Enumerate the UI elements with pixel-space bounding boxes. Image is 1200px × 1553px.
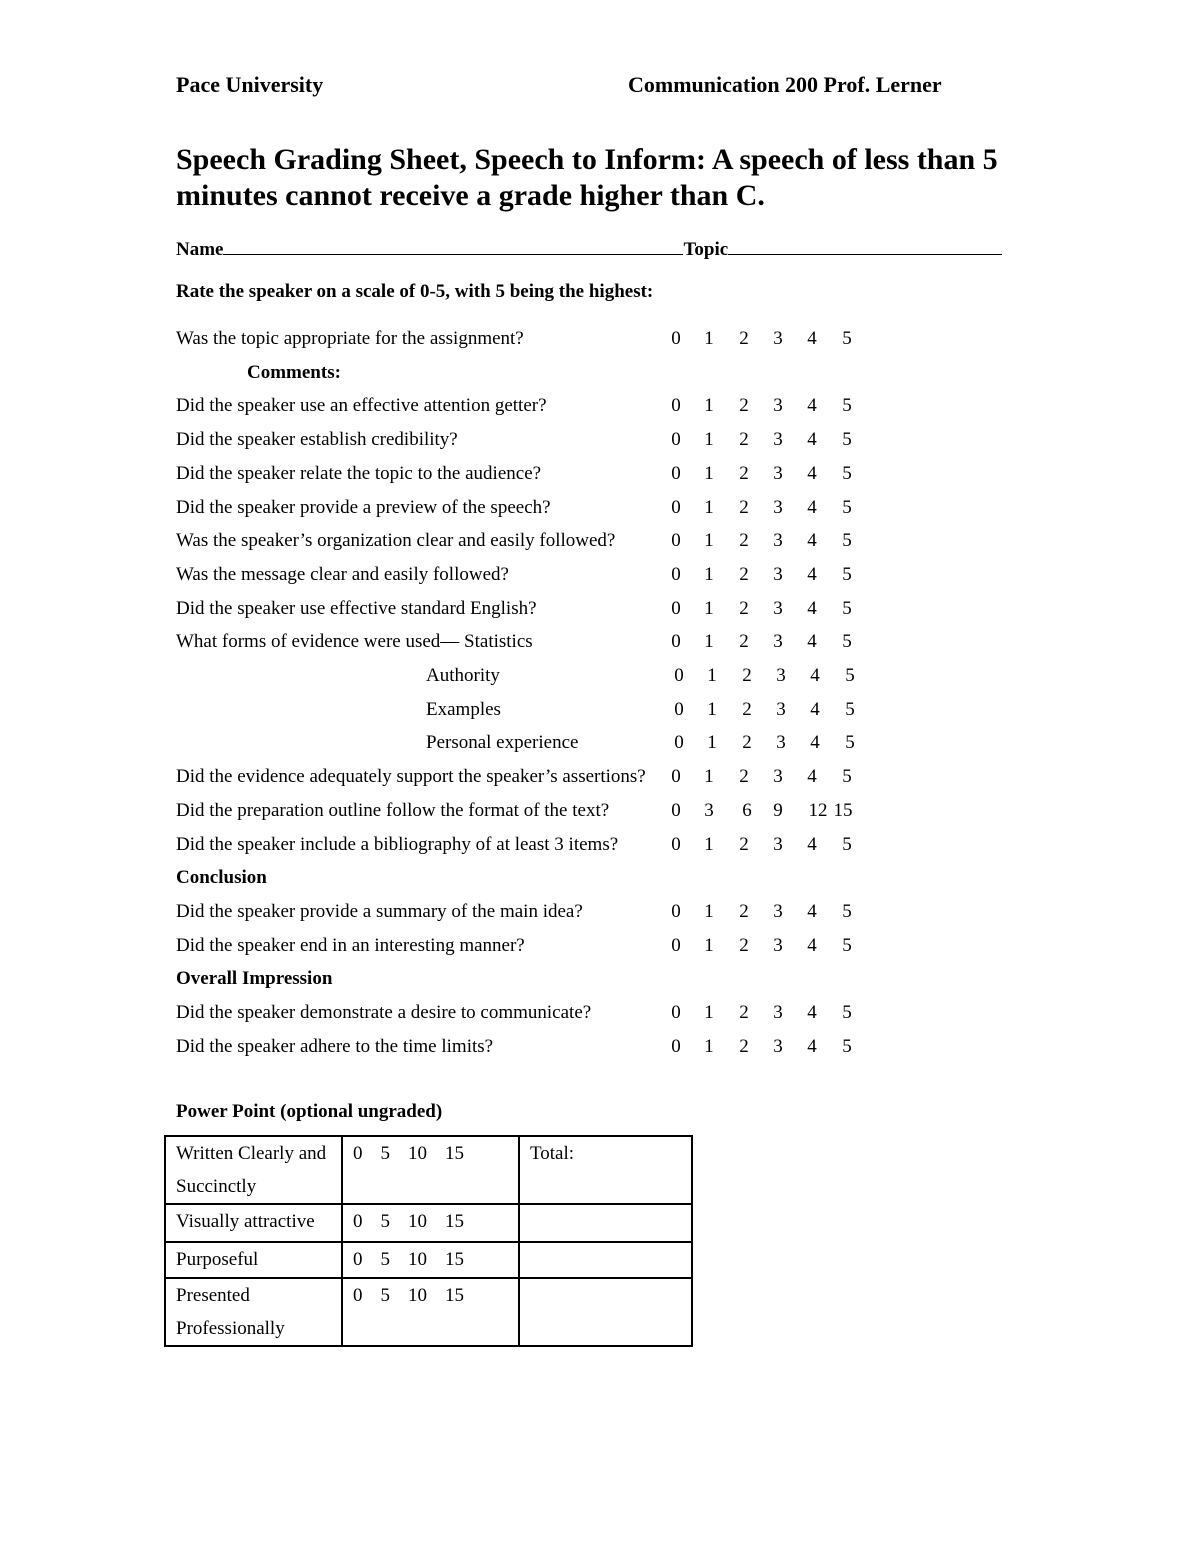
score-option[interactable]: 1	[707, 665, 717, 686]
rating-question: Did the evidence adequately support the speaker’s assertions?	[176, 766, 646, 787]
score-option[interactable]: 0	[671, 935, 681, 956]
score-option[interactable]: 2	[739, 631, 749, 652]
score-option[interactable]: 3	[773, 395, 783, 416]
score-option[interactable]: 3	[773, 901, 783, 922]
rating-row	[0, 598, 1200, 632]
score-option[interactable]: 5	[842, 1036, 852, 1057]
score-option[interactable]: 1	[704, 1002, 714, 1023]
score-option[interactable]: 2	[739, 598, 749, 619]
score-option[interactable]: 2	[739, 497, 749, 518]
score-option[interactable]: 1	[707, 699, 717, 720]
score-option[interactable]: 5	[842, 463, 852, 484]
score-option[interactable]: 1	[704, 1036, 714, 1057]
score-option[interactable]: 4	[807, 834, 817, 855]
score-option[interactable]: 5	[842, 395, 852, 416]
powerpoint-score-option[interactable]: 10	[408, 1249, 427, 1270]
section-heading	[0, 968, 1200, 1002]
score-option[interactable]: 5	[842, 564, 852, 585]
rating-row	[0, 1036, 1200, 1070]
score-option[interactable]: 1	[704, 429, 714, 450]
powerpoint-criterion: Purposeful	[165, 1242, 342, 1278]
score-option[interactable]: 0	[674, 665, 684, 686]
score-option[interactable]: 5	[845, 699, 855, 720]
score-option[interactable]: 0	[671, 463, 681, 484]
score-option[interactable]: 4	[810, 699, 820, 720]
score-option[interactable]: 3	[776, 732, 786, 753]
score-option[interactable]: 4	[807, 395, 817, 416]
score-option[interactable]: 1	[704, 834, 714, 855]
rating-row	[0, 530, 1200, 564]
score-option[interactable]: 0	[674, 732, 684, 753]
score-option[interactable]: 5	[842, 935, 852, 956]
score-option[interactable]: 3	[773, 463, 783, 484]
rating-row	[0, 395, 1200, 429]
score-option[interactable]: 2	[739, 328, 749, 349]
score-option[interactable]: 3	[773, 935, 783, 956]
score-option[interactable]: 0	[671, 631, 681, 652]
section-heading	[0, 867, 1200, 901]
powerpoint-title: Power Point (optional ungraded)	[176, 1101, 443, 1122]
score-option[interactable]: 0	[671, 800, 681, 821]
rating-question: Personal experience	[426, 732, 579, 753]
score-option[interactable]: 3	[773, 328, 783, 349]
score-option[interactable]: 0	[671, 598, 681, 619]
rating-row	[0, 935, 1200, 969]
powerpoint-score-option[interactable]: 5	[380, 1211, 390, 1232]
rating-question: Was the message clear and easily followed?	[176, 564, 509, 585]
score-option[interactable]: 3	[773, 564, 783, 585]
powerpoint-total-cell[interactable]	[519, 1278, 692, 1346]
name-blank-line[interactable]	[223, 236, 683, 255]
score-option[interactable]: 0	[671, 1036, 681, 1057]
rating-row	[0, 699, 1200, 733]
rating-row	[0, 328, 1200, 362]
score-option[interactable]: 0	[671, 834, 681, 855]
score-option[interactable]: 1	[704, 598, 714, 619]
powerpoint-row	[165, 1278, 692, 1346]
powerpoint-total-cell[interactable]	[519, 1242, 692, 1278]
powerpoint-score-option[interactable]: 0	[353, 1143, 363, 1164]
score-option[interactable]: 5	[845, 732, 855, 753]
score-option[interactable]: 1	[704, 530, 714, 551]
score-option[interactable]: 2	[739, 463, 749, 484]
rating-question: Did the speaker adhere to the time limits?	[176, 1036, 494, 1057]
score-option[interactable]: 5	[842, 598, 852, 619]
score-option[interactable]: 1	[704, 564, 714, 585]
score-option[interactable]: 3	[704, 800, 714, 821]
name-label: Name	[176, 239, 224, 260]
score-option[interactable]: 5	[842, 530, 852, 551]
score-option[interactable]: 12	[808, 800, 828, 821]
score-option[interactable]: 1	[704, 901, 714, 922]
rating-question: Did the speaker demonstrate a desire to communicate?	[176, 1002, 592, 1023]
powerpoint-score-option[interactable]: 5	[380, 1285, 390, 1306]
powerpoint-score-option[interactable]: 0	[353, 1249, 363, 1270]
powerpoint-score-option[interactable]: 10	[408, 1211, 427, 1232]
score-option[interactable]: 3	[776, 699, 786, 720]
score-option[interactable]: 3	[773, 631, 783, 652]
rating-question: Examples	[426, 699, 501, 720]
score-option[interactable]: 4	[807, 901, 817, 922]
rating-row	[0, 901, 1200, 935]
score-option[interactable]: 1	[704, 395, 714, 416]
page-title: Speech Grading Sheet, Speech to Inform: A speech of less than 5 minutes cannot receive a grade higher than C.	[176, 143, 998, 212]
score-option[interactable]: 1	[704, 463, 714, 484]
powerpoint-row	[165, 1242, 692, 1278]
score-option[interactable]: 2	[739, 935, 749, 956]
score-option[interactable]: 4	[807, 429, 817, 450]
rating-question: Did the speaker end in an interesting manner?	[176, 935, 525, 956]
score-option[interactable]: 0	[671, 530, 681, 551]
rating-question: Was the speaker’s organization clear and easily followed?	[176, 530, 616, 551]
score-option[interactable]: 3	[773, 834, 783, 855]
score-option[interactable]: 1	[704, 935, 714, 956]
score-option[interactable]: 0	[671, 328, 681, 349]
score-option[interactable]: 3	[773, 766, 783, 787]
topic-blank-line[interactable]	[728, 236, 1002, 255]
score-option[interactable]: 3	[773, 530, 783, 551]
score-option[interactable]: 0	[671, 564, 681, 585]
score-option[interactable]: 4	[807, 598, 817, 619]
rating-row	[0, 800, 1200, 834]
powerpoint-scores	[342, 1204, 519, 1242]
powerpoint-score-option[interactable]: 10	[408, 1143, 427, 1164]
powerpoint-criterion: Written Clearly and Succinctly	[165, 1136, 342, 1204]
score-option[interactable]: 4	[810, 732, 820, 753]
rating-row	[0, 497, 1200, 531]
score-option[interactable]: 5	[842, 1002, 852, 1023]
score-option[interactable]: 4	[807, 564, 817, 585]
section-heading-label: Conclusion	[176, 867, 267, 888]
rating-question: Was the topic appropriate for the assignment?	[176, 328, 524, 349]
score-option[interactable]: 2	[739, 564, 749, 585]
score-option[interactable]: 2	[739, 530, 749, 551]
powerpoint-score-option[interactable]: 15	[445, 1249, 464, 1270]
score-option[interactable]: 3	[773, 1036, 783, 1057]
score-option[interactable]: 5	[842, 497, 852, 518]
score-option[interactable]: 0	[671, 1002, 681, 1023]
header-course: Communication 200 Prof. Lerner	[628, 72, 942, 97]
powerpoint-row	[165, 1136, 692, 1204]
score-option[interactable]: 5	[845, 665, 855, 686]
powerpoint-score-option[interactable]: 15	[445, 1285, 464, 1306]
score-option[interactable]: 0	[671, 766, 681, 787]
score-option[interactable]: 1	[704, 631, 714, 652]
score-option[interactable]: 0	[671, 497, 681, 518]
rating-row	[0, 732, 1200, 766]
rating-question: Did the speaker establish credibility?	[176, 429, 458, 450]
score-option[interactable]: 5	[842, 631, 852, 652]
score-option[interactable]: 3	[773, 598, 783, 619]
rating-instruction: Rate the speaker on a scale of 0-5, with 5 being the highest:	[176, 281, 654, 302]
score-option[interactable]: 3	[773, 429, 783, 450]
section-heading-label: Comments:	[247, 362, 341, 383]
score-option[interactable]: 4	[807, 530, 817, 551]
rating-question: Did the speaker provide a preview of the speech?	[176, 497, 551, 518]
rating-question: Did the speaker use effective standard English?	[176, 598, 537, 619]
score-option[interactable]: 0	[671, 429, 681, 450]
score-option[interactable]: 5	[842, 766, 852, 787]
score-option[interactable]: 5	[842, 901, 852, 922]
score-option[interactable]: 3	[776, 665, 786, 686]
rating-row	[0, 665, 1200, 699]
rating-row	[0, 766, 1200, 800]
powerpoint-scores	[342, 1242, 519, 1278]
score-option[interactable]: 9	[773, 800, 783, 821]
score-option[interactable]: 2	[739, 395, 749, 416]
score-option[interactable]: 2	[742, 665, 752, 686]
score-option[interactable]: 4	[807, 1036, 817, 1057]
score-option[interactable]: 1	[707, 732, 717, 753]
rating-question: Did the speaker use an effective attention getter?	[176, 395, 547, 416]
rating-question: What forms of evidence were used— Statistics	[176, 631, 533, 652]
score-option[interactable]: 4	[807, 935, 817, 956]
score-option[interactable]: 5	[842, 834, 852, 855]
rating-row	[0, 429, 1200, 463]
score-option[interactable]: 5	[842, 328, 852, 349]
topic-label: Topic	[683, 239, 729, 260]
score-option[interactable]: 2	[739, 429, 749, 450]
score-option[interactable]: 5	[842, 429, 852, 450]
powerpoint-total-cell[interactable]: Total:	[519, 1136, 692, 1204]
score-option[interactable]: 0	[674, 699, 684, 720]
score-option[interactable]: 2	[739, 766, 749, 787]
name-topic-fields	[176, 236, 1002, 261]
score-option[interactable]: 15	[833, 800, 853, 821]
score-option[interactable]: 4	[807, 463, 817, 484]
powerpoint-score-option[interactable]: 0	[353, 1285, 363, 1306]
score-option[interactable]: 4	[807, 766, 817, 787]
rating-row	[0, 631, 1200, 665]
rating-question: Did the speaker relate the topic to the audience?	[176, 463, 542, 484]
score-option[interactable]: 0	[671, 395, 681, 416]
powerpoint-score-option[interactable]: 10	[408, 1285, 427, 1306]
score-option[interactable]: 2	[742, 699, 752, 720]
score-option[interactable]: 4	[807, 328, 817, 349]
powerpoint-score-option[interactable]: 15	[445, 1211, 464, 1232]
score-option[interactable]: 2	[739, 901, 749, 922]
powerpoint-score-option[interactable]: 5	[380, 1143, 390, 1164]
powerpoint-criterion: Presented Professionally	[165, 1278, 342, 1346]
score-option[interactable]: 4	[807, 631, 817, 652]
score-option[interactable]: 4	[810, 665, 820, 686]
powerpoint-criterion: Visually attractive	[165, 1204, 342, 1242]
powerpoint-score-option[interactable]: 0	[353, 1211, 363, 1232]
score-option[interactable]: 1	[704, 497, 714, 518]
rating-row	[0, 463, 1200, 497]
rating-question: Did the preparation outline follow the format of the text?	[176, 800, 610, 821]
rating-row	[0, 564, 1200, 598]
rating-question: Authority	[426, 665, 500, 686]
score-option[interactable]: 3	[773, 497, 783, 518]
score-option[interactable]: 6	[742, 800, 752, 821]
powerpoint-total-cell[interactable]	[519, 1204, 692, 1242]
score-option[interactable]: 2	[739, 834, 749, 855]
score-option[interactable]: 2	[739, 1002, 749, 1023]
score-option[interactable]: 1	[704, 328, 714, 349]
section-heading	[0, 362, 1200, 396]
powerpoint-row	[165, 1204, 692, 1242]
score-option[interactable]: 0	[671, 901, 681, 922]
powerpoint-scores	[342, 1136, 519, 1204]
header-institution: Pace University	[176, 72, 324, 97]
score-option[interactable]: 3	[773, 1002, 783, 1023]
score-option[interactable]: 4	[807, 1002, 817, 1023]
rating-question: Did the speaker include a bibliography of at least 3 items?	[176, 834, 619, 855]
rating-row	[0, 834, 1200, 868]
powerpoint-score-option[interactable]: 15	[445, 1143, 464, 1164]
rating-question: Did the speaker provide a summary of the main idea?	[176, 901, 583, 922]
powerpoint-scores	[342, 1278, 519, 1346]
score-option[interactable]: 4	[807, 497, 817, 518]
powerpoint-score-option[interactable]: 5	[380, 1249, 390, 1270]
score-option[interactable]: 2	[739, 1036, 749, 1057]
section-heading-label: Overall Impression	[176, 968, 333, 989]
powerpoint-table	[164, 1135, 693, 1347]
score-option[interactable]: 1	[704, 766, 714, 787]
score-option[interactable]: 2	[742, 732, 752, 753]
rating-row	[0, 1002, 1200, 1036]
